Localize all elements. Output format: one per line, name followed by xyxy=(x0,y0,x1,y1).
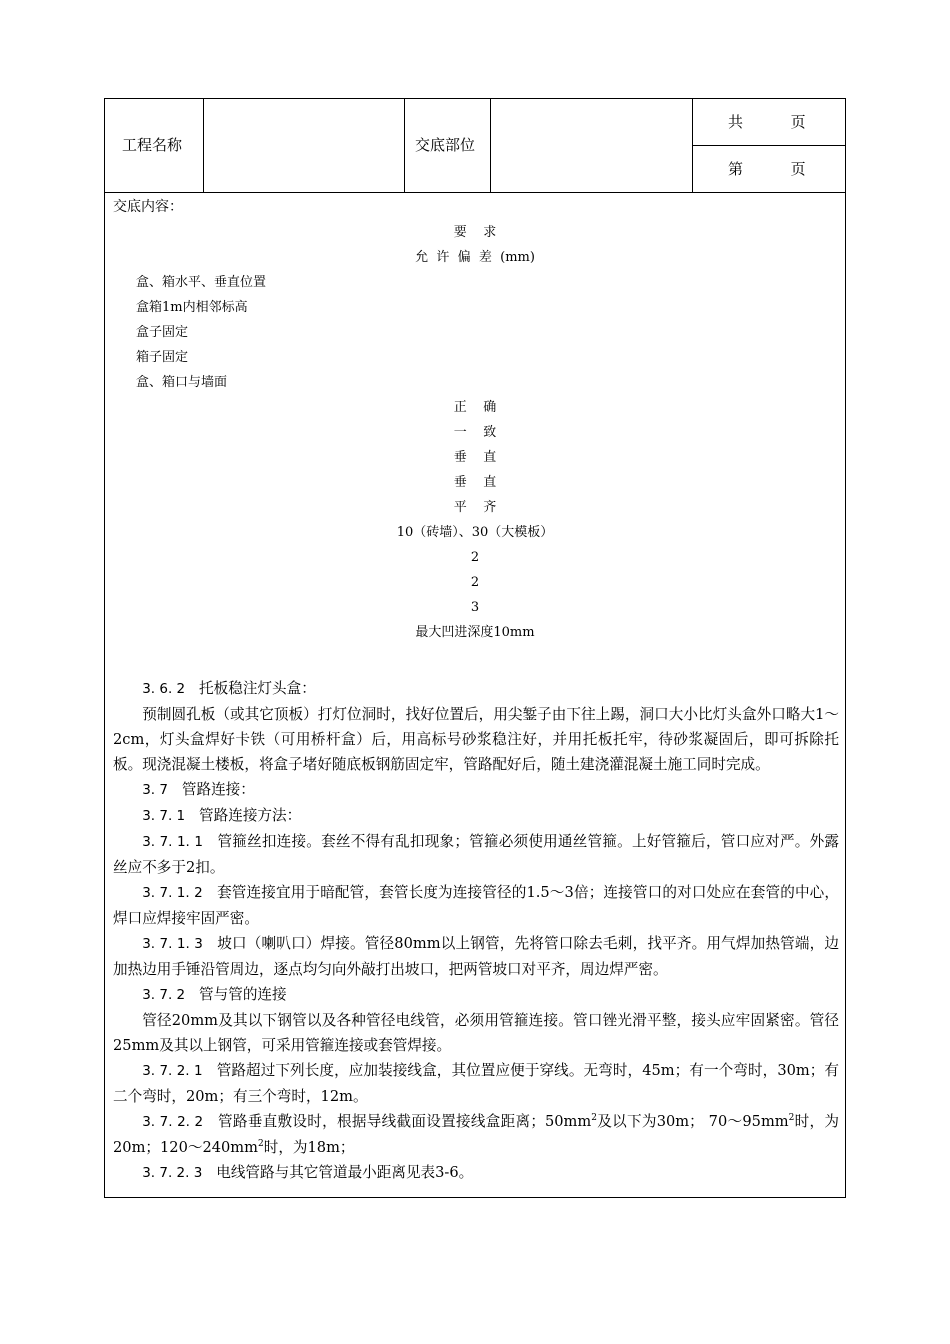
paragraph xyxy=(113,829,839,880)
paragraph xyxy=(113,1109,839,1160)
requirement-value: 垂 直 xyxy=(453,475,497,490)
divider xyxy=(490,99,491,192)
section-number: 3. 7. 2. 3 xyxy=(142,1165,203,1181)
list-item: 盒、箱水平、垂直位置 xyxy=(136,275,267,290)
paragraph xyxy=(113,931,839,982)
section-number: 3. 7. 1. 3 xyxy=(142,936,203,952)
paragraph-text: 坡口（喇叭口）焊接。管径80mm以上钢管，先将管口除去毛刺，找平齐。用气焊加热管端，边加热边用手锤沿管周边，逐点均匀向外敲打出坡口，把两管坡口对平齐，周边焊严密。 xyxy=(113,935,840,978)
form-header xyxy=(105,99,845,193)
section-number: 3. 7. 1. 2 xyxy=(142,885,203,901)
paragraph-text: 及以下为30m； 70～95mm xyxy=(596,1113,789,1130)
page-number: 第 页 xyxy=(728,160,806,178)
section-title: 托板稳注灯头盒： xyxy=(199,680,316,697)
section-title: 管路连接方法： xyxy=(199,807,302,824)
section-title: 管与管的连接 xyxy=(199,986,287,1003)
paragraph-text: 管路超过下列长度，应加装接线盒，其位置应便于穿线。无弯时，45m；有一个弯时，30m；有二个弯时，20m；有三个弯时，12m。 xyxy=(113,1062,839,1105)
content-label: 交底内容： xyxy=(113,199,183,215)
requirement-value: 一 致 xyxy=(453,425,497,440)
divider xyxy=(404,99,405,192)
deviation-value: 2 xyxy=(470,550,480,565)
paragraph-text: 套管连接宜用于暗配管，套管长度为连接管径的1.5～3倍；连接管口的对口处应在套管的中心，焊口应焊接牢固严密。 xyxy=(113,884,840,927)
paragraph xyxy=(113,1058,839,1109)
section-number: 3. 6. 2 xyxy=(142,681,186,697)
deviation-value: 10（砖墙）、30（大模板） xyxy=(396,525,554,540)
deviation-value: 2 xyxy=(470,575,480,590)
requirement-value: 平 齐 xyxy=(453,500,497,515)
deviation-value: 3 xyxy=(470,600,480,615)
superscript: 2 xyxy=(591,1113,597,1124)
section-number: 3. 7. 1 xyxy=(142,808,186,824)
paragraph: 预制圆孔板（或其它顶板）打灯位洞时，找好位置后，用尖錾子由下往上踢，洞口大小比灯头盒外口略大1～2cm，灯头盒焊好卡铁（可用桥杆盒）后，用高标号砂浆稳注好，并用托板托牢，待砂浆凝固后，即可拆除托板。现浇混凝土楼板，将盒子堵好随底板钢筋固定牢，管路配好后，随土建浇灌混凝土施工同时完成。 xyxy=(113,706,839,773)
superscript: 2 xyxy=(257,1139,264,1150)
paragraph xyxy=(113,880,839,931)
disclosure-form xyxy=(104,98,846,1198)
location-label: 交底部位 xyxy=(415,136,476,154)
section-number: 3. 7. 2. 1 xyxy=(142,1063,203,1079)
section-heading xyxy=(113,803,839,829)
section-number: 3. 7. 1. 1 xyxy=(142,834,203,850)
body-text xyxy=(113,676,839,1186)
section-heading xyxy=(113,676,839,702)
section-heading xyxy=(113,777,839,803)
requirement-title: 要 求 xyxy=(453,225,497,240)
list-item: 盒箱1m内相邻标高 xyxy=(136,300,248,315)
superscript: 2 xyxy=(788,1113,795,1124)
list-item: 箱子固定 xyxy=(136,350,189,365)
paragraph-text: 管路垂直敷设时，根据导线截面设置接线盒距离；50mm xyxy=(217,1113,592,1130)
section-number: 3. 7. 2 xyxy=(142,987,186,1003)
section-number: 3. 7 xyxy=(142,782,168,798)
project-name-label: 工程名称 xyxy=(122,136,183,154)
section-title: 管路连接： xyxy=(181,781,255,798)
paragraph xyxy=(113,1160,839,1186)
requirement-value: 垂 直 xyxy=(453,450,497,465)
section-heading xyxy=(113,982,839,1008)
divider xyxy=(693,145,845,146)
paragraph-text: 时，为18m； xyxy=(263,1139,355,1156)
deviation-title: 允 许 偏 差 (mm) xyxy=(415,250,535,265)
divider xyxy=(203,99,204,192)
deviation-value: 最大凹进深度10mm xyxy=(415,625,535,640)
requirement-value: 正 确 xyxy=(453,400,497,415)
total-pages: 共 页 xyxy=(728,113,806,131)
paragraph-text: 时，为20m；120～240mm xyxy=(113,1113,840,1156)
section-number: 3. 7. 2. 2 xyxy=(142,1114,204,1130)
paragraph-text: 电线管路与其它管道最小距离见表3-6。 xyxy=(216,1164,474,1181)
paragraph-text: 管箍丝扣连接。套丝不得有乱扣现象；管箍必须使用通丝管箍。上好管箍后，管口应对严。外露丝应不多于2扣。 xyxy=(113,833,839,876)
list-item: 盒、箱口与墙面 xyxy=(136,375,228,390)
paragraph: 管径20mm及其以下钢管以及各种管径电线管，必须用管箍连接。管口锉光滑平整，接头应牢固紧密。管径25mm及其以上钢管，可采用管箍连接或套管焊接。 xyxy=(113,1012,839,1054)
list-item: 盒子固定 xyxy=(136,325,189,340)
